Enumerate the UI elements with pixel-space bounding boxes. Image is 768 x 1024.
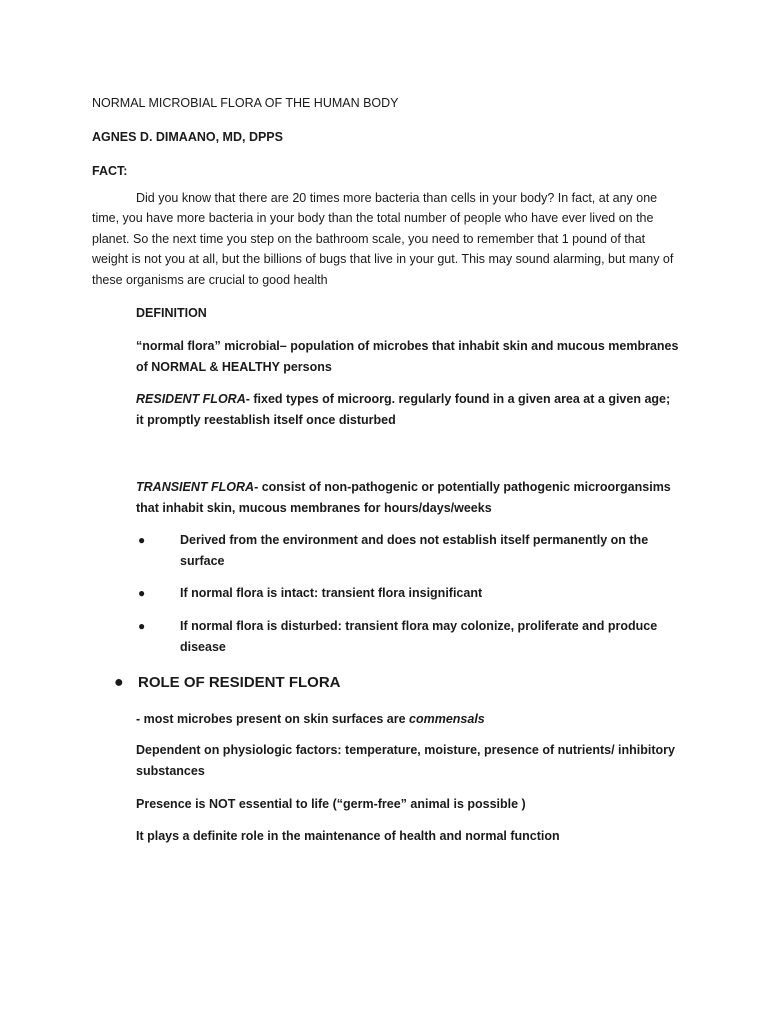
- role-physiologic-factors: Dependent on physiologic factors: temperature, moisture, presence of nutrients/ inhibitory substances: [136, 743, 675, 778]
- transient-flora-term: TRANSIENT FLORA: [136, 480, 255, 494]
- transient-bullet-item: ● Derived from the environment and does not establish itself permanently on the surface: [158, 530, 658, 572]
- role-maintenance: It plays a definite role in the maintenance of health and normal function: [136, 829, 560, 843]
- resident-flora-text: - fixed types of microorg. regularly found in a given area at a given age; it promptly reestablish itself once disturbed: [136, 392, 671, 427]
- role-commensals-line: - most microbes present on skin surfaces are commensals: [136, 712, 485, 726]
- bullet-dot-icon: ●: [138, 586, 146, 600]
- fact-paragraph: Did you know that there are 20 times more bacteria than cells in your body? In fact, at any one time, you have more bacteria in your body than the total number of people who have ever lived on the planet. So the next time you step on the bathroom scale, you need to remember that 1 pound of that weight is not you at all, but the billions of bugs that live in your gut. This may sound alarming, but many of these organisms are crucial to good health: [92, 191, 674, 287]
- transient-flora-definition: [136, 477, 681, 519]
- author-line: AGNES D. DIMAANO, MD, DPPS: [92, 130, 283, 144]
- role-heading-row: [114, 672, 341, 694]
- resident-flora-definition: [136, 389, 681, 431]
- bullet-dot-icon: ●: [138, 619, 146, 633]
- role-heading: ROLE OF RESIDENT FLORA: [138, 674, 341, 691]
- definition-text: “normal flora” microbial– population of microbes that inhabit skin and mucous membranes of NORMAL & HEALTHY persons: [136, 339, 679, 374]
- definition-heading: DEFINITION: [136, 306, 207, 320]
- transient-bullet-item: ● If normal flora is intact: transient flora insignificant: [158, 583, 658, 604]
- commensals-term: commensals: [409, 712, 485, 726]
- resident-flora-term: RESIDENT FLORA: [136, 392, 246, 406]
- fact-heading: FACT:: [92, 164, 128, 178]
- document-title: NORMAL MICROBIAL FLORA OF THE HUMAN BODY: [92, 96, 399, 110]
- bullet-dot-icon: ●: [114, 674, 124, 691]
- transient-flora-text: - consist of non-pathogenic or potentially pathogenic microorgansims that inhabit skin, mucous membranes for hours/days/weeks: [136, 480, 671, 515]
- bullet-dot-icon: ●: [138, 533, 146, 547]
- role-not-essential: Presence is NOT essential to life (“germ-free” animal is possible ): [136, 797, 526, 811]
- transient-bullet-item: ● If normal flora is disturbed: transient flora may colonize, proliferate and produce disease: [158, 616, 658, 658]
